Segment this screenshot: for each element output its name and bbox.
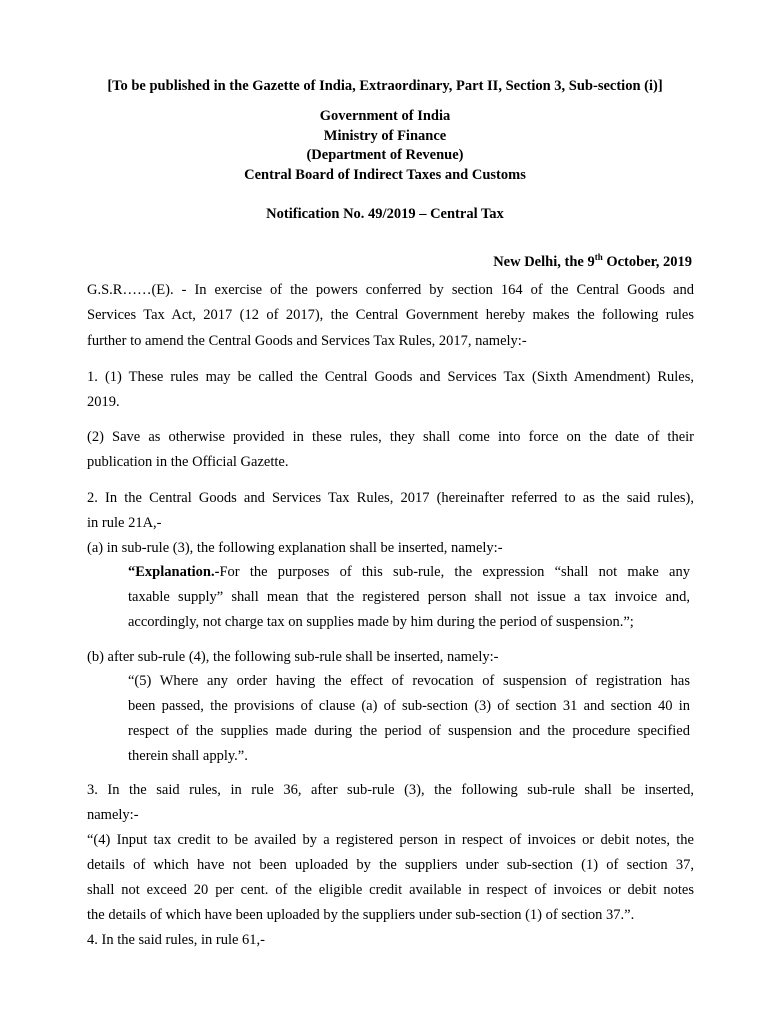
explanation-line-3: accordingly, not charge tax on supplies made by him during the period of suspension.”; bbox=[128, 614, 634, 630]
explanation-line-1 bbox=[128, 563, 690, 581]
subrule4-line-2: details of which have not been uploaded by the suppliers under sub-section (1) of section 37, bbox=[87, 857, 694, 873]
heading-ministry: Ministry of Finance bbox=[323, 128, 447, 144]
heading-department: (Department of Revenue) bbox=[306, 147, 464, 163]
para2-line-2: in rule 21A,- bbox=[87, 515, 162, 531]
subrule4-line-4: the details of which have been uploaded by the suppliers under sub-section (1) of section 37.”. bbox=[87, 907, 635, 923]
gazette-header: [To be published in the Gazette of India, Extraordinary, Part II, Section 3, Sub-section (i)] bbox=[107, 78, 663, 94]
para1-2-line-2: publication in the Official Gazette. bbox=[87, 454, 289, 470]
para2-a: (a) in sub-rule (3), the following explanation shall be inserted, namely:- bbox=[87, 540, 503, 556]
para1-line-2: 2019. bbox=[87, 394, 120, 410]
explanation-line-2: taxable supply” shall mean that the registered person shall not issue a tax invoice and, bbox=[128, 589, 690, 605]
para3-line-1: 3. In the said rules, in rule 36, after sub-rule (3), the following sub-rule shall be inserted, bbox=[87, 782, 694, 798]
explanation-text-1: For the purposes of this sub-rule, the expression “shall not make any bbox=[219, 564, 690, 580]
subrule4-line-3: shall not exceed 20 per cent. of the eligible credit available in respect of invoices or debit notes bbox=[87, 882, 694, 898]
subrule5-line-2: been passed, the provisions of clause (a) of sub-section (3) of section 31 and section 40 in bbox=[128, 698, 690, 714]
para3-line-2: namely:- bbox=[87, 807, 139, 823]
notification-title: Notification No. 49/2019 – Central Tax bbox=[266, 206, 504, 222]
subrule4-line-1: “(4) Input tax credit to be availed by a registered person in respect of invoices or debit notes, the bbox=[87, 832, 694, 848]
subrule5-line-1: “(5) Where any order having the effect of revocation of suspension of registration has bbox=[128, 673, 690, 689]
heading-government: Government of India bbox=[319, 108, 451, 124]
preamble-line-2: Services Tax Act, 2017 (12 of 2017), the Central Government hereby makes the following rules bbox=[87, 307, 694, 323]
date-prefix: New Delhi, the 9 bbox=[493, 254, 595, 270]
subrule5-line-4: therein shall apply.”. bbox=[128, 748, 248, 764]
para4-line-1: 4. In the said rules, in rule 61,- bbox=[87, 932, 265, 948]
para1-2-line-1: (2) Save as otherwise provided in these rules, they shall come into force on the date of their bbox=[87, 429, 694, 445]
explanation-bold: “Explanation.- bbox=[128, 564, 220, 580]
date-suffix: October, 2019 bbox=[602, 254, 692, 270]
para2-b: (b) after sub-rule (4), the following sub-rule shall be inserted, namely:- bbox=[87, 649, 499, 665]
para1-line-1: 1. (1) These rules may be called the Central Goods and Services Tax (Sixth Amendment) Rules, bbox=[87, 369, 694, 385]
date-line bbox=[493, 253, 692, 271]
preamble-line-1: G.S.R……(E). - In exercise of the powers conferred by section 164 of the Central Goods and bbox=[87, 282, 694, 298]
preamble-line-3: further to amend the Central Goods and Services Tax Rules, 2017, namely:- bbox=[87, 333, 527, 349]
heading-board: Central Board of Indirect Taxes and Customs bbox=[244, 167, 526, 183]
para2-line-1: 2. In the Central Goods and Services Tax Rules, 2017 (hereinafter referred to as the said rules), bbox=[87, 490, 694, 506]
date-sup: th bbox=[594, 252, 603, 263]
subrule5-line-3: respect of the supplies made during the period of suspension and the procedure specified bbox=[128, 723, 690, 739]
